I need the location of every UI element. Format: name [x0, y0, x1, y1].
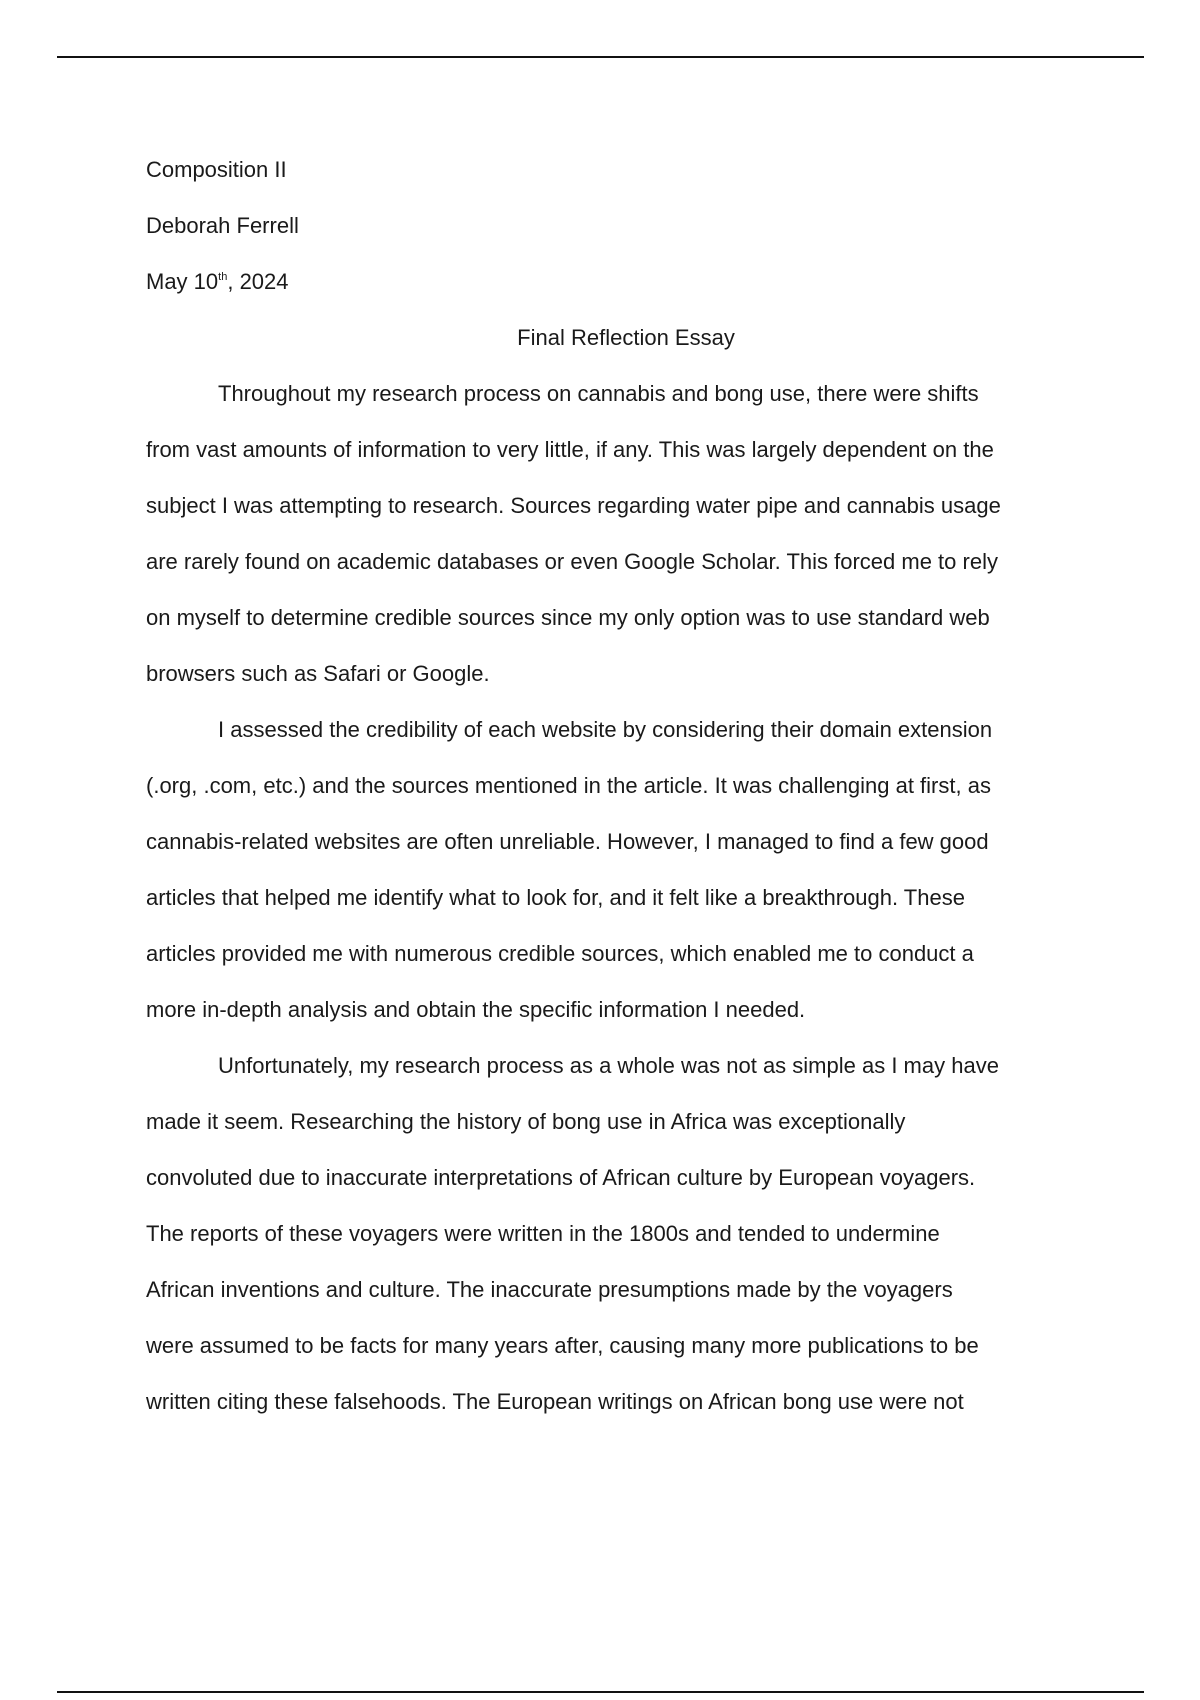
paragraph-line: articles provided me with numerous credible sources, which enabled me to conduct a — [146, 941, 974, 966]
paragraph-line: browsers such as Safari or Google. — [146, 661, 490, 686]
paragraph-line: are rarely found on academic databases or even Google Scholar. This forced me to rely — [146, 549, 998, 574]
essay-title: Final Reflection Essay — [517, 325, 735, 350]
footer-rule — [57, 1691, 1144, 1693]
paragraph-line: African inventions and culture. The inaccurate presumptions made by the voyagers — [146, 1277, 953, 1302]
paragraph-line: subject I was attempting to research. Sources regarding water pipe and cannabis usage — [146, 493, 1001, 518]
paragraph-line: The reports of these voyagers were written in the 1800s and tended to undermine — [146, 1221, 940, 1246]
header-rule — [57, 56, 1144, 58]
date-ordinal-suffix: th — [218, 271, 228, 283]
author-name: Deborah Ferrell — [146, 213, 299, 238]
course-name: Composition II — [146, 157, 287, 182]
paragraph-line: I assessed the credibility of each website by considering their domain extension — [218, 717, 993, 742]
date-prefix: May 10 — [146, 269, 219, 294]
paragraph-1 — [146, 366, 1106, 702]
paragraph-line: Unfortunately, my research process as a whole was not as simple as I may have — [218, 1053, 999, 1078]
paragraph-line: articles that helped me identify what to look for, and it felt like a breakthrough. These — [146, 885, 965, 910]
paragraph-line: on myself to determine credible sources since my only option was to use standard web — [146, 605, 990, 630]
paragraph-line: cannabis-related websites are often unreliable. However, I managed to find a few good — [146, 829, 989, 854]
paragraph-3 — [146, 1038, 1106, 1430]
paragraph-2 — [146, 702, 1106, 1038]
paragraph-line: made it seem. Researching the history of bong use in Africa was exceptionally — [146, 1109, 906, 1134]
paragraph-line: were assumed to be facts for many years after, causing many more publications to be — [146, 1333, 979, 1358]
paragraph-line: Throughout my research process on cannabis and bong use, there were shifts — [218, 381, 979, 406]
paragraph-line: more in-depth analysis and obtain the specific information I needed. — [146, 997, 806, 1022]
paragraph-line: from vast amounts of information to very little, if any. This was largely dependent on the — [146, 437, 994, 462]
paragraph-line: convoluted due to inaccurate interpretations of African culture by European voyagers. — [146, 1165, 976, 1190]
document-body — [146, 142, 1106, 1430]
date-year: , 2024 — [227, 269, 289, 294]
essay-date — [146, 254, 1106, 310]
paragraph-line: (.org, .com, etc.) and the sources mentioned in the article. It was challenging at first, as — [146, 773, 991, 798]
paragraph-line: written citing these falsehoods. The European writings on African bong use were not — [146, 1389, 964, 1414]
